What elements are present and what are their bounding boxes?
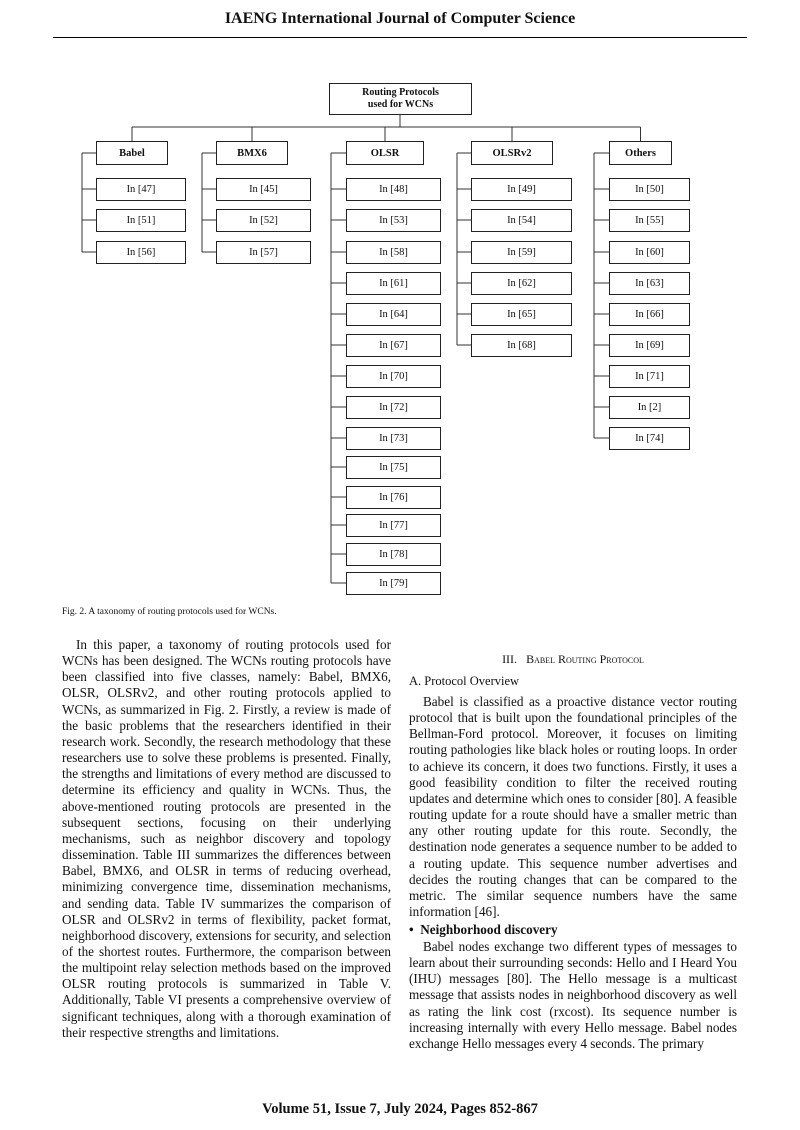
- ref-node: In [63]: [609, 272, 690, 295]
- ref-node: In [69]: [609, 334, 690, 357]
- ref-node: In [45]: [216, 178, 311, 201]
- ref-node: In [74]: [609, 427, 690, 450]
- subsection-heading: A. Protocol Overview: [409, 674, 520, 688]
- ref-node: In [58]: [346, 241, 441, 264]
- neighborhood-paragraph: Babel nodes exchange two different types of messages to learn about their surrounding seconds: Hello and I Heard You (IHU) messages [80]. The Hello message is a multicast message that assists nodes in neighborhood discovery as well as rating the link cost (rxcost). Its sequence number is increasing internally with every Hello message. Babel nodes exchange Hello messages every 4 seconds. The primary: [409, 939, 737, 1051]
- ref-node: In [49]: [471, 178, 572, 201]
- ref-node: In [78]: [346, 543, 441, 566]
- ref-node: In [73]: [346, 427, 441, 450]
- right-column-bottom: [409, 939, 737, 1052]
- ref-node: In [60]: [609, 241, 690, 264]
- section-title: Babel Routing Protocol: [526, 652, 644, 666]
- root-line-1: Routing Protocols: [362, 87, 439, 98]
- ref-node: In [75]: [346, 456, 441, 479]
- journal-header: IAENG International Journal of Computer Science: [224, 10, 576, 27]
- ref-node: In [66]: [609, 303, 690, 326]
- ref-node: In [77]: [346, 514, 441, 537]
- figure-caption: Fig. 2. A taxonomy of routing protocols used for WCNs.: [62, 607, 277, 617]
- bullet-heading-text: Neighborhood discovery: [420, 922, 558, 937]
- intro-paragraph: In this paper, a taxonomy of routing protocols used for WCNs has been designed. The WCNs routing protocols have been classified into five classes, namely: Babel, BMX6, OLSR, OLSRv2, and other routing protocols applied to WCNs, as summarized in Fig. 2. Firstly, a review is made of the basic problems that the researchers identified in their research work. Secondly, the research methodology that these researchers use to solve these problems is presented. Finally, the strengths and limitations of every method are discussed to determine its efficiency and quality in WCNs. Thus, the above-mentioned routing protocols are presented in the subsequent sections, focusing on their underlying mechanisms, such as neighbor discovery and topology dissemination. Table III summarizes the differences between Babel, BMX6, and OLSR in terms of reducing overhead, minimizing convergence time, dissemination mechanisms, and sending data. Table IV summarizes the comparison of OLSR and OLSRv2 in terms of flexibility, packet format, neighborhood discovery, extensions for security, and selection of the shortest routes. Furthermore, the comparison between the multipoint relay selection methods based on the improved OLSR routing protocols is summarized in Table V. Additionally, Table VI presents a comprehensive overview of significant techniques, along with a thorough examination of their respective strengths and limitations.: [62, 637, 391, 1040]
- left-column: [62, 637, 391, 1041]
- ref-node: In [50]: [609, 178, 690, 201]
- ref-node: In [59]: [471, 241, 572, 264]
- ref-node: In [53]: [346, 209, 441, 232]
- ref-node: In [61]: [346, 272, 441, 295]
- section-heading: [409, 652, 737, 667]
- bullet-dot-icon: •: [409, 922, 414, 937]
- ref-node: In [65]: [471, 303, 572, 326]
- category-node-others: Others: [609, 141, 672, 165]
- ref-node: In [72]: [346, 396, 441, 419]
- right-column-top: [409, 694, 737, 920]
- ref-node: In [52]: [216, 209, 311, 232]
- page-footer: Volume 51, Issue 7, July 2024, Pages 852-867: [262, 1101, 538, 1117]
- ref-node: In [62]: [471, 272, 572, 295]
- ref-node: In [67]: [346, 334, 441, 357]
- category-node-bmx6: BMX6: [216, 141, 288, 165]
- ref-node: In [55]: [609, 209, 690, 232]
- ref-node: In [64]: [346, 303, 441, 326]
- ref-node: In [68]: [471, 334, 572, 357]
- ref-node: In [2]: [609, 396, 690, 419]
- ref-node: In [56]: [96, 241, 186, 264]
- ref-node: In [71]: [609, 365, 690, 388]
- category-node-babel: Babel: [96, 141, 168, 165]
- ref-node: In [76]: [346, 486, 441, 509]
- babel-overview-paragraph: Babel is classified as a proactive distance vector routing protocol that is built upon the foundational principles of the Bellman-Ford protocol. Moreover, it focuses on limiting routing pathologies like black holes or routing loops. In order to achieve its concern, it does two functions. Firstly, it uses a good feasibility condition to filter the received routing updates and determine which ones to consider [80]. A feasible routing update for a route should have a smaller metric than any other routing update for this route. Secondly, the destination node generates a sequence number to be added to a routing update. This sequence number advertises and decides the routing changes that can be compared to the metric. The similar sequence numbers have the same information [46].: [409, 694, 737, 920]
- bullet-heading: [409, 922, 558, 938]
- ref-node: In [51]: [96, 209, 186, 232]
- root-node: [329, 83, 472, 115]
- ref-node: In [70]: [346, 365, 441, 388]
- ref-node: In [48]: [346, 178, 441, 201]
- ref-node: In [57]: [216, 241, 311, 264]
- category-node-olsrv2: OLSRv2: [471, 141, 553, 165]
- section-number: III.: [502, 652, 518, 666]
- root-line-2: used for WCNs: [367, 99, 434, 110]
- ref-node: In [54]: [471, 209, 572, 232]
- category-node-olsr: OLSR: [346, 141, 424, 165]
- ref-node: In [79]: [346, 572, 441, 595]
- ref-node: In [47]: [96, 178, 186, 201]
